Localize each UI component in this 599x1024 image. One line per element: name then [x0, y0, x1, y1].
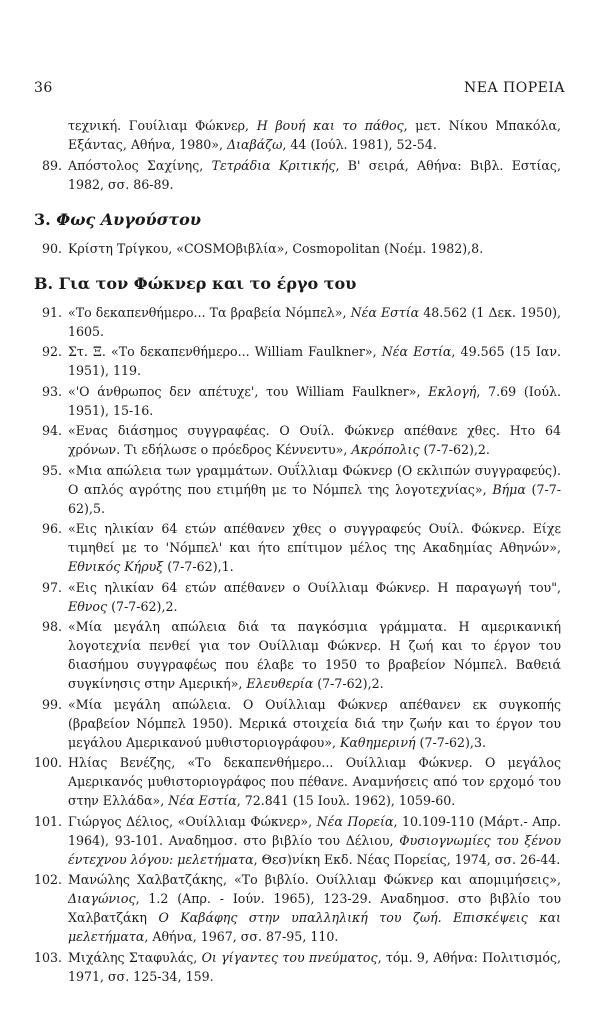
entry-text: (7-7-62),5.	[68, 481, 561, 516]
entry-text: (7-7-62),2.	[313, 676, 384, 691]
entry-text: , τόμ. 9, Αθήνα: Πολιτισμός, 1971, σσ. 125-34, 159.	[68, 949, 562, 984]
entry-text: , Αθήνα, 1967, σσ. 87-95, 110.	[144, 929, 339, 944]
bibliography-entry	[34, 812, 561, 869]
entry-number: 101.	[34, 813, 63, 829]
italic-title: Νέα Εστία	[381, 344, 452, 359]
italic-title: Νέα Εστία	[168, 793, 237, 808]
entry-number: 99.	[41, 696, 62, 712]
bibliography-entry	[34, 342, 561, 380]
entry-number: 92.	[41, 344, 62, 359]
entry-text: Κρίστη Τρίγκου, «COSMOβιβλία», Cosmopolitan (Νοέμ. 1982),8.	[68, 240, 484, 256]
entry-text: «'Ο άνθρωπος δεν απέτυχε', του William Faulkner»,	[68, 383, 429, 399]
entry-number: 97.	[41, 579, 62, 595]
entry-text: (7-7-62),1.	[163, 559, 234, 574]
bibliography-list-c	[34, 303, 561, 986]
italic-title: Νέα Πορεία	[316, 813, 394, 829]
entry-number: 94.	[41, 423, 62, 438]
italic-title: Καθημερινή	[340, 734, 416, 750]
continued-entry	[34, 116, 561, 154]
entry-text: 48.562 (1 Δεκ. 1950), 1605.	[68, 304, 561, 339]
italic-title: Εθνος	[68, 598, 108, 614]
section-number: 3.	[34, 209, 51, 229]
entry-number: 95.	[41, 462, 62, 478]
bibliography-entry	[34, 421, 561, 459]
entry-text: «Μια απώλεια των γραμμάτων. Ουΐλλιαμ Φώκνερ (Ο εκλιπών συγγραφεύς). Ο απλός αγρότης που ετιμήθη με το Νόμπελ της λογοτεχνίας»,	[68, 462, 561, 497]
entry-text: Στ. Ξ. «Το δεκαπενθήμερο... William Faulkner»,	[68, 344, 382, 359]
entry-number: 89.	[41, 157, 62, 173]
bibliography-entry	[34, 753, 561, 810]
italic-title: Ακρόπολις	[351, 442, 420, 457]
italic-title: Οι γίγαντες του πνεύματος	[201, 949, 378, 965]
entry-number: 98.	[41, 619, 62, 634]
entry-text: «Μία μεγάλη απώλεια διά τα παγκόσμια γράμματα. Η αμερικανική λογοτεχνία πενθεί για τον Ουίλλιαμ Φώκνερ. Η ζωή και το έργον του διασήμου συγγραφέως που έλαβε το 1950 το βραβείον Νόμπελ. Βαθειά συγκίνησις στην Αμερική»,	[68, 619, 561, 691]
entry-number: 96.	[41, 521, 62, 536]
entry-text: Ηλίας Βενέζης, «Το δεκαπενθήμερο... Ουίλλιαμ Φώκνερ. Ο μεγάλος Αμερικανός μυθιστοριογράφος που πέθανε. Αναμνήσεις από τον ερχομό του στην Ελλάδα»,	[68, 755, 561, 808]
entry-text: , 72.841 (15 Ιουλ. 1962), 1059-60.	[236, 793, 456, 808]
entry-text: «Το δεκαπενθήμερο... Τα βραβεία Νόμπελ»,	[68, 304, 351, 320]
entry-text: , 7.69 (Ιούλ. 1951), 15-16.	[68, 383, 561, 418]
entry-number: 103.	[34, 949, 63, 965]
italic-title: Εθνικός Κήρυξ	[68, 559, 164, 574]
entry-text: , μετ. Νίκου Μπακόλα, Εξάντας, Αθήνα, 1980»,	[68, 118, 561, 152]
italic-title: Φυσιογνωμίες του ξένου έντεχνου λόγου: μελετήματα	[68, 832, 561, 867]
italic-title: Διαγώνιος	[68, 891, 136, 906]
entry-text: (7-7-62),2.	[107, 598, 178, 614]
running-head	[34, 80, 565, 96]
entry-text: Απόστολος Σαχίνης,	[68, 157, 212, 173]
italic-title: Ελευθερία	[246, 676, 314, 691]
bibliography-body	[34, 116, 561, 987]
italic-title: Εκλογή	[428, 383, 477, 399]
journal-title: ΝΕΑ ΠΟΡΕΙΑ	[464, 80, 565, 96]
entry-text: «Ενας διάσημος συγγραφέας. Ο Ουίλ. Φώκνερ απέθανε χθες. Ητο 64 χρόνων. Τι εδήλωσε ο πρόεδρος Κέννεντυ»,	[68, 423, 561, 457]
entry-number: 90.	[41, 240, 62, 256]
italic-title: Νέα Εστία	[350, 304, 420, 320]
entry-text: , 1.2 (Απρ. - Ιούν. 1965), 123-29. Αναδημοσ. στο βιβλίο του Χαλβατζάκη	[68, 891, 561, 925]
entry-text: «Μία μεγάλη απώλεια. Ο Ουίλλιαμ Φώκνερ απέθανεν εκ συγκοπής (βραβείον Νόμπελ 1950). Μερικά στοιχεία διά την ζωήν και το έργον του μεγάλου Αμερικανού μυθιστοριογράφου»,	[68, 696, 561, 750]
section-title: Φως Αυγούστου	[56, 209, 201, 229]
bibliography-entry	[34, 870, 561, 946]
entry-number: 91.	[41, 304, 62, 320]
entry-number: 93.	[41, 383, 62, 399]
italic-title: Ο Καβάφης στην υπαλληλική του ζωή. Επισκέψεις και μελετήματα	[68, 910, 561, 944]
entry-text: Μανώλης Χαλβατζάκης, «Το βιβλίο. Ουίλλιαμ Φώκνερ και απομιμήσεις»,	[68, 872, 561, 887]
bibliography-entry	[34, 303, 561, 341]
entry-text: τεχνική. Γουίλιαμ Φώκνερ,	[68, 118, 257, 133]
entry-text: , 44 (Ιούλ. 1981), 52-54.	[282, 137, 437, 152]
entry-text: Γιώργος Δέλιος, «Ουίλλιαμ Φώκνερ»,	[68, 813, 317, 829]
bibliography-list-a	[34, 156, 561, 194]
italic-title: Βήμα	[492, 481, 526, 497]
italic-title: Τετράδια Κριτικής	[211, 157, 336, 173]
italic-title: Διαβάζω	[226, 137, 283, 152]
entry-text: «Εις ηλικίαν 64 ετών απέθανεν ο Ουίλλιαμ Φώκνερ. Η παραγωγή του",	[68, 579, 561, 595]
entry-number: 100.	[34, 755, 63, 770]
bibliography-entry	[34, 461, 561, 518]
bibliography-entry	[34, 519, 561, 576]
bibliography-entry	[34, 239, 561, 258]
section-title: Β. Για τον Φώκνερ και το έργο του	[34, 273, 357, 293]
entry-text: , Θεσ)νίκη Εκδ. Νέας Πορείας, 1974, σσ. 26-44.	[253, 851, 561, 867]
section-heading-3	[34, 210, 561, 229]
entry-text: (7-7-62),3.	[415, 734, 486, 750]
bibliography-entry	[34, 382, 561, 420]
italic-title: Η βουή και το πάθος	[256, 118, 404, 133]
entry-text: , 49.565 (15 Ιαν. 1951), 119.	[68, 344, 561, 378]
entry-text: «Εις ηλικίαν 64 ετών απέθανεν χθες ο συγγραφεύς Ουίλ. Φώκνερ. Είχε τιμηθεί με το 'Νόμπελ' και ήτο επίτιμον μέλος της Ακαδημίας Αθηνών»,	[68, 521, 561, 555]
page-number: 36	[34, 80, 53, 96]
bibliography-entry	[34, 695, 561, 752]
bibliography-entry	[34, 617, 561, 693]
entry-number: 102.	[34, 872, 63, 887]
bibliography-entry	[34, 578, 561, 616]
bibliography-list-b	[34, 239, 561, 258]
entry-text: , Β' σειρά, Αθήνα: Βιβλ. Εστίας, 1982, σσ. 86-89.	[68, 157, 561, 192]
section-heading-b	[34, 274, 561, 293]
bibliography-entry	[34, 156, 561, 194]
entry-text: Μιχάλης Σταφυλάς,	[68, 949, 202, 965]
bibliography-entry	[34, 948, 561, 986]
entry-text: (7-7-62),2.	[419, 442, 490, 457]
entry-text: , 10.109-110 (Μάρτ.- Απρ. 1964), 93-101. Αναδημοσ. στο βιβλίο του Δέλιου,	[68, 813, 561, 848]
